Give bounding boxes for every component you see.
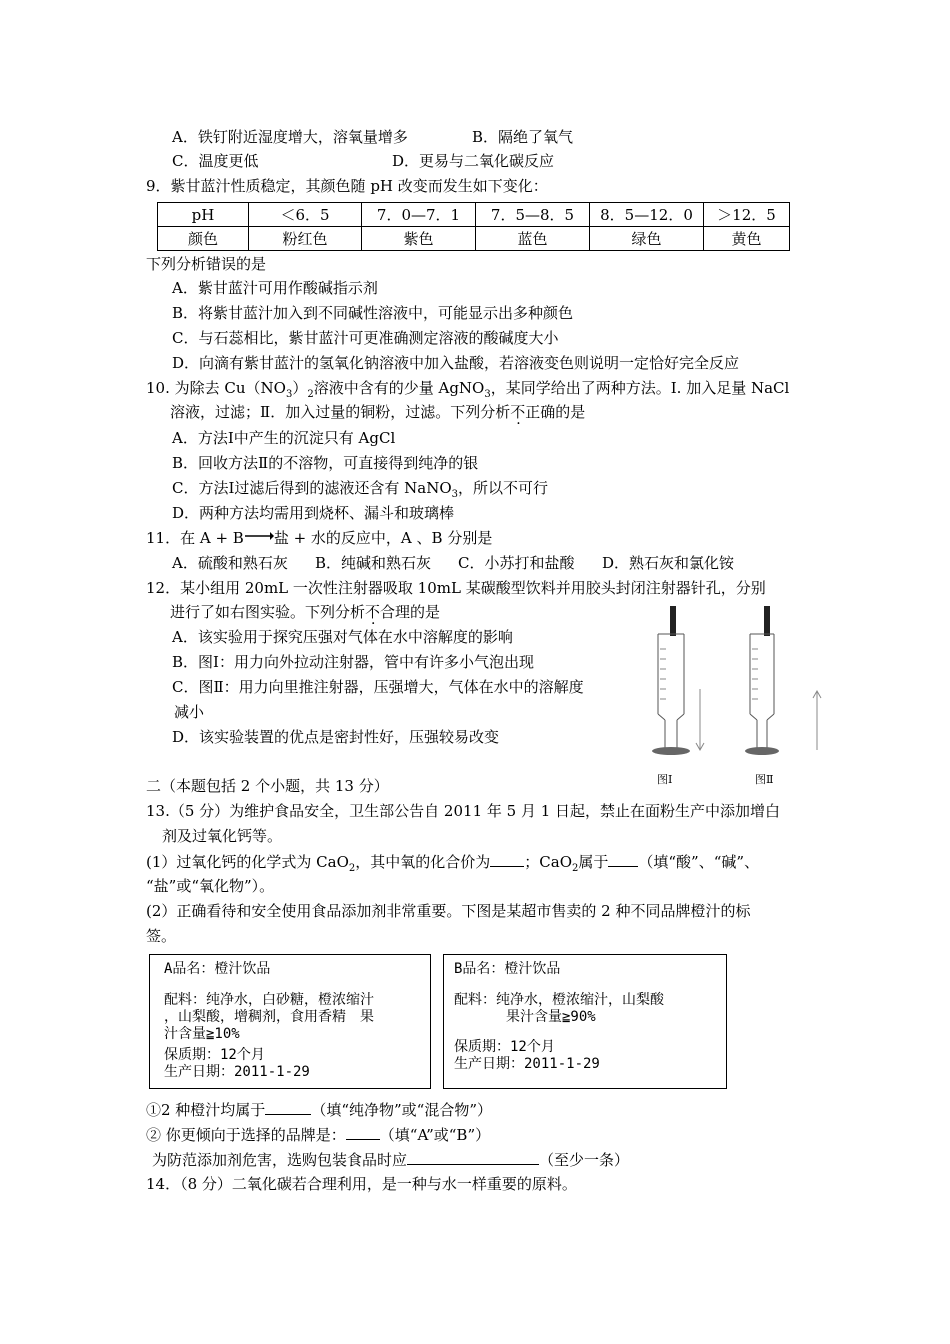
label-b-ingredients-1: 配料：纯净水，橙浓缩汁，山梨酸 (454, 992, 664, 1008)
q8-option-a: A．铁钉附近湿度增大，溶氧量增多 (172, 128, 408, 146)
q12-option-b: B．图Ⅰ：用力向外拉动注射器，管中有许多小气泡出现 (172, 653, 534, 671)
syringe-diagram (640, 604, 830, 764)
answer-blank[interactable] (608, 850, 638, 867)
q12-option-c-line1: C．图Ⅱ：用力向里推注射器，压强增大，气体在水中的溶解度 (172, 678, 584, 696)
q12-option-c-line2: 减小 (174, 703, 205, 721)
ph-color-table (157, 202, 790, 251)
q9-option-b: B．将紫甘蓝汁加入到不同碱性溶液中，可能显示出多种颜色 (172, 304, 574, 322)
section-2-heading: 二（本题包括 2 个小题，共 13 分） (146, 777, 389, 795)
table-cell: 颜色 (158, 227, 249, 251)
q10-stem-line1: 10. 为除去 $Cu(NO_3)_2$溶液中含有的少量 AgNO$_3$，某同学给出了两种方法。Ⅰ. 加入足量 NaCl (146, 379, 790, 400)
q12-stem-line2: 进行了如右图实验。下列分析不合理的是 (170, 603, 441, 621)
q11-option-b: B．纯碱和熟石灰 (315, 554, 432, 572)
q9-question: 下列分析错误的是 (146, 255, 267, 273)
table-cell: ＞12．5 (704, 203, 790, 227)
table-cell: ＜6．5 (249, 203, 362, 227)
q9-stem: 9．紫甘蓝汁性质稳定，其颜色随 pH 改变而发生如下变化： (146, 177, 548, 195)
q11-option-a: A．硫酸和熟石灰 (172, 554, 288, 572)
q11-stem: 11．在 A + B 盐 + 水的反应中，A 、B 分别是 (146, 529, 493, 547)
q11-option-d: D．熟石灰和氯化铵 (602, 554, 735, 572)
q9-option-a: A．紫甘蓝汁可用作酸碱指示剂 (172, 279, 378, 297)
q13-stem-line1: 13.（5 分）为维护食品安全，卫生部公告自 2011 年 5 月 1 日起，禁止在面粉生产中添加增白 (146, 802, 781, 820)
table-cell: 黄色 (704, 227, 790, 251)
label-b-shelf-life: 保质期：12个月 (454, 1039, 555, 1055)
q9-option-d: D．向滴有紫甘蓝汁的氢氧化钠溶液中加入盐酸，若溶液变色则说明一定恰好完全反应 (172, 354, 740, 372)
q13-sub2: ② 你更倾向于选择的品牌是： （填“A”或“B”） (146, 1123, 490, 1146)
q14-stem: 14．（8 分）二氧化碳若合理利用，是一种与水一样重要的原料。 (146, 1175, 577, 1193)
label-b-production-date: 生产日期：2011-1-29 (454, 1056, 600, 1072)
q8-option-c: C．温度更低 (172, 152, 259, 170)
q10-option-b: B．回收方法Ⅱ的不溶物，可直接得到纯净的银 (172, 454, 479, 472)
syringe-figure-2 (745, 606, 821, 755)
q11-option-c: C．小苏打和盐酸 (458, 554, 575, 572)
q10-option-d: D．两种方法均需用到烧杯、漏斗和玻璃棒 (172, 504, 455, 522)
q13-part1-line1: (1）过氧化钙的化学式为 CaO$_2$，其中氧的化合价为 ；CaO$_2$属于 （填“酸”、“碱”、 (146, 850, 759, 880)
q13-sub1: ①2 种橙汁均属于 （填“纯净物”或“混合物”） (146, 1098, 492, 1121)
table-cell: 7．5—8．5 (476, 203, 590, 227)
juice-label-b (443, 954, 727, 1089)
q8-option-b: B．隔绝了氧气 (472, 128, 574, 146)
q13-stem-line2: 剂及过氧化钙等。 (162, 827, 283, 845)
emphasis-mark: 不 (510, 403, 526, 421)
table-cell: 蓝色 (476, 227, 590, 251)
q10-stem-line2: 溶液，过滤；Ⅱ．加入过量的铜粉，过滤。下列分析不正确的是 (170, 403, 586, 421)
q13-sub3: 为防范添加剂危害，选购包装食品时应 （至少一条） (152, 1148, 629, 1171)
label-a-name: A品名：橙汁饮品 (164, 961, 271, 977)
q13-part1-line2: “盐”或“氧化物”）。 (146, 877, 275, 895)
q12-stem-line1: 12．某小组用 20mL 一次性注射器吸取 10mL 某碳酸型饮料并用胶头封闭注射器针孔，分别 (146, 579, 766, 597)
emphasis-mark: 不 (365, 603, 381, 621)
label-a-ingredients-3: 汁含量≧10% (164, 1026, 240, 1042)
q10-option-a: A．方法Ⅰ中产生的沉淀只有 AgCl (172, 429, 396, 447)
label-a-production-date: 生产日期：2011-1-29 (164, 1064, 310, 1080)
q12-option-d: D．该实验装置的优点是密封性好，压强较易改变 (172, 728, 500, 746)
table-cell: pH (158, 203, 249, 227)
table-cell: 紫色 (362, 227, 476, 251)
label-a-ingredients-2: ，山梨酸，增稠剂，食用香精 果 (164, 1009, 374, 1025)
figure-1-caption: 图Ⅰ (657, 773, 673, 786)
label-a-ingredients-1: 配料：纯净水，白砂糖，橙浓缩汁 (164, 992, 374, 1008)
q9-option-c: C．与石蕊相比，紫甘蓝汁可更准确测定溶液的酸碱度大小 (172, 329, 559, 347)
q13-part2-line2: 签。 (146, 927, 177, 945)
table-cell: 绿色 (590, 227, 704, 251)
answer-blank[interactable] (265, 1098, 311, 1115)
answer-blank[interactable] (490, 850, 524, 867)
q12-option-a: A．该实验用于探究压强对气体在水中溶解度的影响 (172, 628, 513, 646)
table-cell: 8．5—12．0 (590, 203, 704, 227)
label-a-shelf-life: 保质期：12个月 (164, 1047, 265, 1063)
syringe-figure-1 (652, 606, 704, 755)
label-b-name: B品名：橙汁饮品 (454, 961, 561, 977)
table-cell: 粉红色 (249, 227, 362, 251)
figure-2-caption: 图Ⅱ (755, 773, 774, 786)
table-cell: 7．0—7．1 (362, 203, 476, 227)
answer-blank[interactable] (346, 1123, 380, 1140)
q10-option-c: C．方法Ⅰ过滤后得到的滤液还含有 NaNO$_3$，所以不可行 (172, 479, 549, 500)
answer-blank[interactable] (407, 1148, 539, 1165)
table-row (158, 227, 790, 251)
q13-part2-line1: (2）正确看待和安全使用食品添加剂非常重要。下图是某超市售卖的 2 种不同品牌橙汁的标 (146, 902, 751, 920)
q8-option-d: D．更易与二氧化碳反应 (392, 152, 555, 170)
label-b-ingredients-2: 果汁含量≧90% (506, 1009, 596, 1025)
table-row (158, 203, 790, 227)
juice-label-a (149, 954, 431, 1089)
